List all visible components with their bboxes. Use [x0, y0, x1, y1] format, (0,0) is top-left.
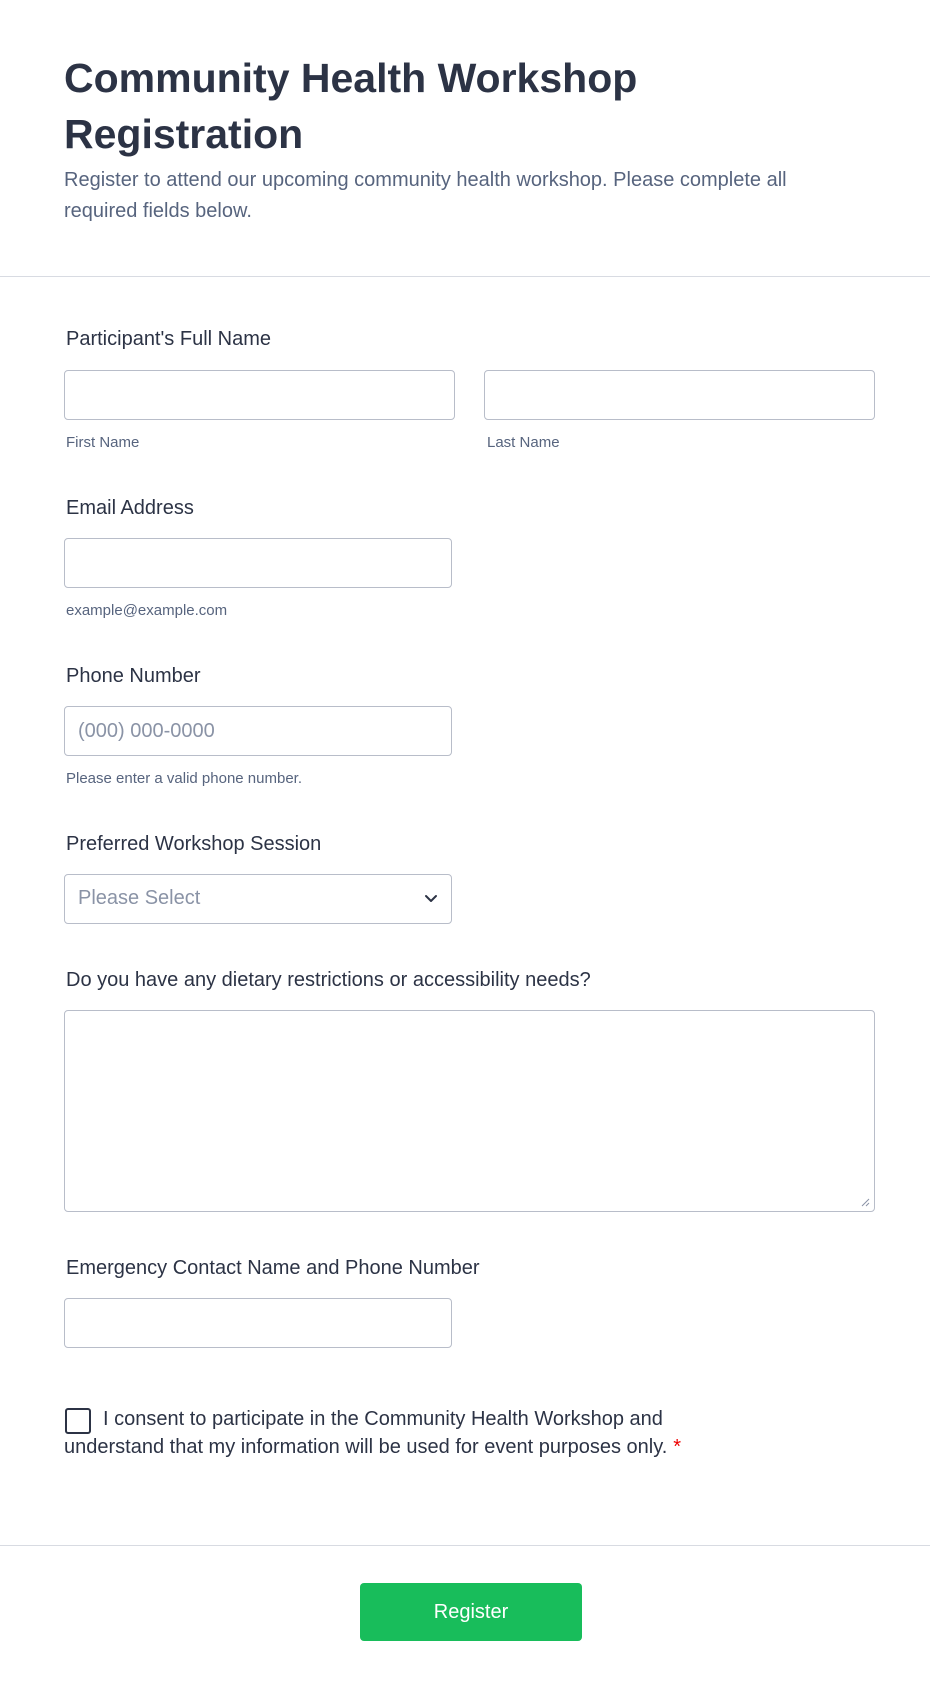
phone-input[interactable]	[64, 706, 452, 756]
email-label: Email Address	[66, 497, 194, 519]
last-name-input[interactable]	[484, 370, 875, 420]
last-name-sublabel: Last Name	[487, 434, 560, 451]
required-mark: *	[673, 1436, 682, 1458]
emergency-label: Emergency Contact Name and Phone Number	[66, 1257, 480, 1279]
phone-label: Phone Number	[66, 665, 201, 687]
session-select-value: Please Select	[78, 887, 201, 909]
chevron-down-icon	[423, 890, 439, 906]
footer-divider	[0, 1545, 930, 1546]
full-name-label: Participant's Full Name	[66, 328, 271, 350]
needs-label: Do you have any dietary restrictions or accessibility needs?	[66, 969, 591, 991]
page-subtitle: Register to attend our upcoming community health workshop. Please complete all required fields below.	[64, 169, 787, 222]
first-name-sublabel: First Name	[66, 434, 140, 451]
form-header	[0, 0, 930, 277]
consent-label	[64, 1405, 764, 1461]
email-sublabel: example@example.com	[66, 602, 228, 619]
consent-text: I consent to participate in the Community Health Workshop and understand that my information will be used for event purposes only.	[64, 1408, 668, 1458]
first-name-input[interactable]	[64, 370, 455, 420]
register-button[interactable]: Register	[360, 1583, 582, 1641]
resize-handle-icon[interactable]	[861, 1198, 870, 1207]
session-label: Preferred Workshop Session	[66, 833, 322, 855]
phone-sublabel: Please enter a valid phone number.	[66, 770, 302, 787]
page-title: Community Health Workshop Registration	[64, 55, 638, 157]
emergency-input[interactable]	[64, 1298, 452, 1348]
needs-textarea[interactable]	[64, 1010, 875, 1212]
session-select[interactable]	[64, 874, 452, 924]
email-input[interactable]	[64, 538, 452, 588]
